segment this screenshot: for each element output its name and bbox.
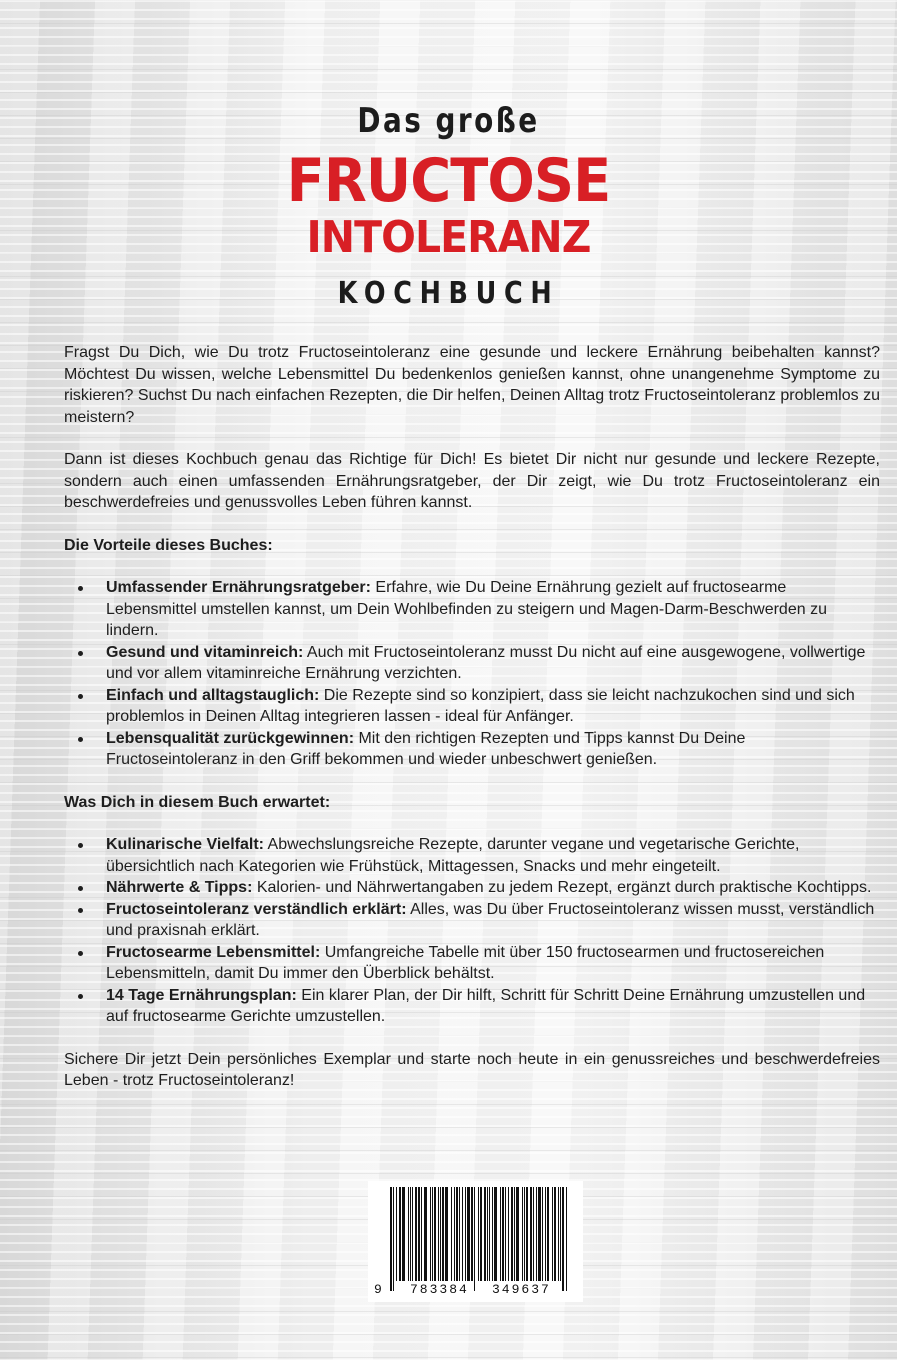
closing-paragraph: Sichere Dir jetzt Dein persönliches Exemplar und starte noch heute in ein genussreiches und beschwerdefreies Leben - trotz Fructoseintoleranz! (64, 1050, 880, 1089)
intro-paragraph-1: Fragst Du Dich, wie Du trotz Fructoseintoleranz eine gesunde und leckere Ernährung beibehalten kannst? Möchtest Du wissen, welche Lebensmittel Du bedenkenlos genießen kannst, ohne unangenehme Symptome zu riskieren? Suchst Du nach einfachen Rezepten, die Dir helfen, Deinen Alltag trotz Fructoseintoleranz problemlos zu meistern? (64, 344, 880, 426)
barcode-bar (545, 1187, 546, 1281)
isbn-barcode (368, 1181, 583, 1302)
barcode-bar (421, 1187, 422, 1281)
barcode-bar (505, 1187, 506, 1281)
contents-heading: Was Dich in diesem Buch erwartet: (64, 793, 331, 811)
barcode-bar (514, 1187, 515, 1281)
barcode-bar (445, 1187, 448, 1281)
item-title: Fructoseintoleranz verständlich erklärt: (106, 900, 407, 918)
barcode-bar (511, 1187, 513, 1281)
item-text: Die Rezepte sind so konzipiert, dass sie leicht nachzukochen sind und sich problemlos in Deinen Alltag integrieren lassen - ideal für Anfänger. (106, 686, 855, 725)
benefits-list (64, 577, 880, 771)
barcode-bar (547, 1187, 549, 1281)
title-line-fructose: FRUCTOSE (286, 146, 611, 216)
list-item (64, 577, 880, 642)
barcode-bar (487, 1187, 488, 1281)
item-text: Auch mit Fructoseintoleranz musst Du nicht auf eine ausgewogene, vollwertige und vor allem vitaminreiche Ernährung verzichten. (106, 643, 866, 682)
barcode-bar (522, 1187, 523, 1281)
barcode-bar (399, 1187, 401, 1281)
item-title: Nährwerte & Tipps: (106, 879, 253, 896)
item-title: Umfassender Ernährungsratgeber: (106, 579, 371, 596)
item-title: Einfach und alltagstauglich: (106, 686, 320, 704)
barcode-bar (467, 1187, 470, 1281)
item-title: Lebensqualität zurückgewinnen: (106, 729, 355, 747)
list-item (64, 985, 880, 1028)
title-line-intoleranz: INTOLERANZ (306, 212, 591, 263)
item-text: Alles, was Du über Fructoseintoleranz wissen musst, verständlich und praxisnah erklärt. (106, 900, 875, 939)
barcode-bar (474, 1187, 475, 1291)
barcode-bar (552, 1187, 553, 1281)
barcode-bar (502, 1187, 504, 1281)
barcode-bar (489, 1187, 490, 1281)
barcode-bar (500, 1187, 501, 1281)
item-title: Fructosearme Lebensmittel: (106, 943, 321, 961)
item-text: Ein klarer Plan, der Dir hilft, Schritt für Schritt Deine Ernährung umzustellen und auf fructosearme Gerichte umzustellen. (106, 986, 866, 1025)
barcode-bar (462, 1187, 463, 1281)
barcode-bar (566, 1187, 567, 1291)
item-text: Mit den richtigen Rezepten und Tipps kannst Du Deine Fructoseintoleranz in den Griff bekommen und wieder unbeschwert genießen. (106, 729, 746, 768)
barcode-bar (536, 1187, 537, 1281)
barcode-bar (393, 1187, 394, 1291)
barcode-bar (410, 1187, 411, 1281)
barcode-bar (554, 1187, 556, 1281)
list-item (64, 899, 880, 942)
barcode-bar (533, 1187, 534, 1281)
blurb-text (64, 342, 880, 1092)
list-item (64, 728, 880, 771)
item-text: Erfahre, wie Du Deine Ernährung gezielt auf fructosearme Lebensmittel umstellen kannst, um Dein Wohlbefinden zu steigern und Magen-Darm-Beschwerden zu lindern. (106, 579, 827, 639)
barcode-bar (562, 1187, 564, 1291)
barcode-bar (456, 1187, 458, 1281)
title-line-kochbuch: KOCHBUCH (337, 276, 560, 311)
barcode-bar (434, 1187, 436, 1281)
barcode-bar (465, 1187, 466, 1281)
barcode-bar (430, 1187, 431, 1281)
barcode-bar (402, 1187, 405, 1281)
item-title: 14 Tage Ernährungsplan: (106, 986, 297, 1004)
barcode-first-digit: 9 (374, 1282, 382, 1297)
barcode-bar (451, 1187, 452, 1281)
barcode-bar (494, 1187, 497, 1281)
benefits-heading: Die Vorteile dieses Buches: (64, 536, 273, 554)
item-text: Kalorien- und Nährwertangaben zu jedem Rezept, ergänzt durch praktische Kochtipps. (252, 879, 872, 896)
barcode-bar (516, 1187, 519, 1281)
barcode-bar (418, 1187, 420, 1281)
item-title: Kulinarische Vielfalt: (106, 836, 264, 853)
barcode-bar (454, 1187, 455, 1281)
barcode-bar (492, 1187, 493, 1281)
barcode-bar (558, 1187, 559, 1281)
barcode-bar (524, 1187, 525, 1281)
cover-title (0, 100, 897, 314)
barcode-bar (478, 1187, 479, 1281)
barcode-bar (440, 1187, 441, 1281)
barcode-bar (560, 1187, 561, 1281)
title-line-das-grosse: Das große (357, 101, 540, 141)
item-text: Abwechslungsreiche Rezepte, darunter vegane und vegetarische Gerichte, übersichtlich nach Kategorien wie Frühstück, Mittagessen, Snacks und mehr eingeteilt. (106, 836, 800, 875)
barcode-left-group: 783384 (410, 1282, 469, 1297)
barcode-bar (390, 1187, 392, 1291)
barcode-bar (432, 1187, 433, 1281)
barcode-bar (471, 1187, 473, 1281)
barcode-bar (424, 1187, 427, 1281)
intro-paragraph-2: Dann ist dieses Kochbuch genau das Richtige für Dich! Es bietet Dir nicht nur gesunde und leckere Rezepte, sondern auch einen umfassenden Ernährungsratgeber, der Dir zeigt, wie Du trotz Fructoseintoleranz ein beschwerdefreies und genussvolles Leben führen kannst. (64, 451, 880, 511)
list-item (64, 642, 880, 685)
list-item (64, 834, 880, 877)
barcode-bar (538, 1187, 541, 1281)
barcode-bar (484, 1187, 486, 1281)
barcode-bar (480, 1187, 482, 1281)
item-title: Gesund und vitaminreich: (106, 643, 304, 661)
barcode-digits (368, 1282, 583, 1300)
barcode-bar (526, 1187, 528, 1281)
barcode-bar (438, 1187, 439, 1281)
barcode-bar (442, 1187, 444, 1281)
barcode-bar (415, 1187, 417, 1281)
barcode-bar (396, 1187, 397, 1281)
barcode-bar (412, 1187, 413, 1281)
barcode-bar (408, 1187, 409, 1281)
list-item (64, 877, 880, 899)
list-item (64, 685, 880, 728)
barcode-bar (542, 1187, 543, 1281)
barcode-bar (508, 1187, 509, 1281)
contents-list (64, 834, 880, 1028)
barcode-bar (459, 1187, 460, 1281)
list-item (64, 942, 880, 985)
item-text: Umfangreiche Tabelle mit über 150 fructosearmen und fructosereichen Lebensmitteln, damit Du immer den Überblick behältst. (106, 943, 825, 982)
barcode-right-group: 349637 (492, 1282, 551, 1297)
barcode-bar (530, 1187, 532, 1281)
